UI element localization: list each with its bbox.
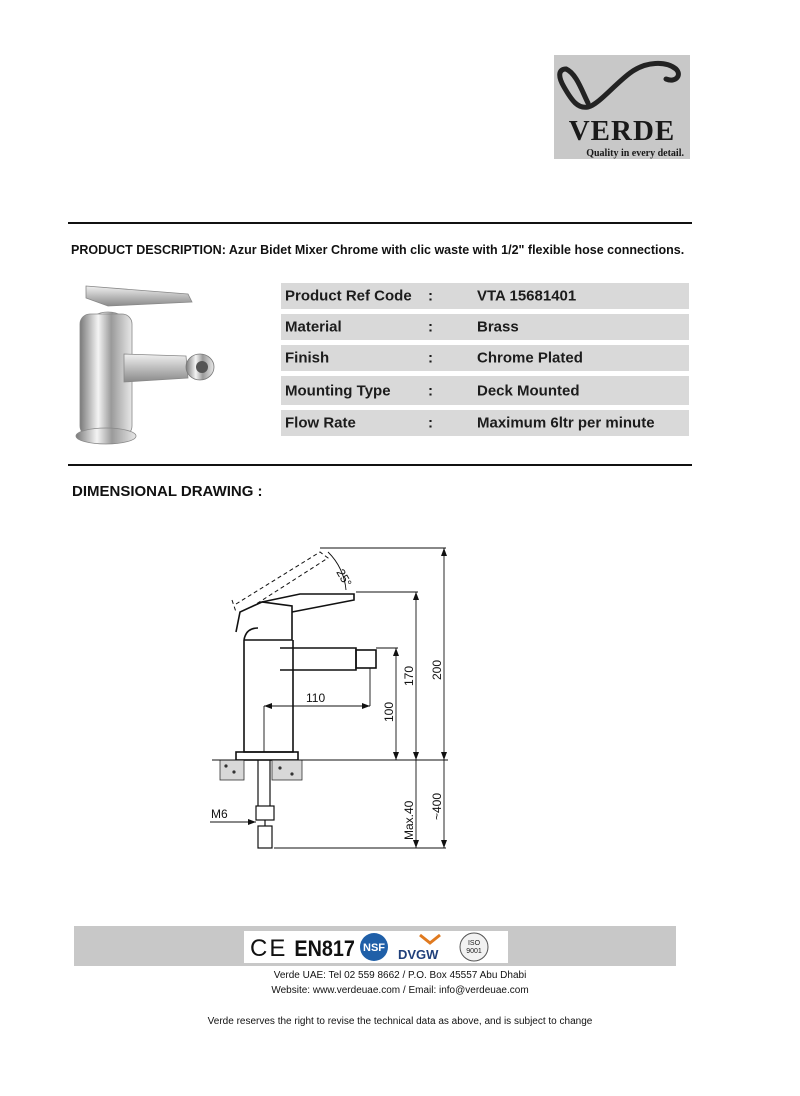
spec-label: Product Ref Code [285,287,412,305]
contact-line: Verde UAE: Tel 02 559 8662 / P.O. Box 45557 Abu Dhabi [273,970,527,981]
ce-mark-icon: CE [250,935,288,962]
dim-max40-label: Max.40 [402,800,416,840]
dim-100-label: 100 [382,701,396,722]
disclaimer: Verde reserves the right to revise the technical data as above, and is subject to change [207,1016,593,1027]
dimensional-drawing-title: DIMENSIONAL DRAWING : [72,483,263,500]
spec-colon: : [428,318,433,336]
certification-logos [244,931,508,963]
dim-170-label: 170 [402,665,416,686]
spec-value: Maximum 6ltr per minute [477,414,655,432]
dim-200-label: 200 [430,659,444,680]
spec-colon: : [428,287,433,305]
en817-mark-icon: EN817 [294,937,355,962]
spec-value: VTA 15681401 [477,287,577,305]
iso-number: 9001 [466,948,482,955]
iso-mark-icon [460,933,488,961]
dvgw-mark-icon [420,935,440,943]
website-line: Website: www.verdeuae.com / Email: info@verdeuae.com [271,985,529,996]
spec-colon: : [428,382,433,399]
spec-value: Deck Mounted [477,382,580,399]
product-description: PRODUCT DESCRIPTION: Azur Bidet Mixer Chrome with clic waste with 1/2" flexible hose connections. [71,243,685,257]
spec-value: Brass [477,318,519,336]
iso-text: ISO [467,940,481,947]
brand-name: VERDE [568,115,676,147]
angle-label: 25° [333,566,355,590]
brand-tagline: Quality in every detail. [586,148,684,159]
spec-value: Chrome Plated [477,349,583,367]
spec-colon: : [428,349,433,367]
nsf-text: NSF [363,942,385,954]
dim-400-label: ~400 [430,792,444,820]
spec-label: Material [285,318,342,336]
spec-colon: : [428,414,433,432]
thread-label: M6 [211,807,228,821]
spec-label: Finish [285,349,330,367]
spec-label: Flow Rate [285,414,356,432]
spec-label: Mounting Type [285,382,391,399]
dim-110-label: 110 [306,691,326,705]
dvgw-text: DVGW [398,947,439,962]
